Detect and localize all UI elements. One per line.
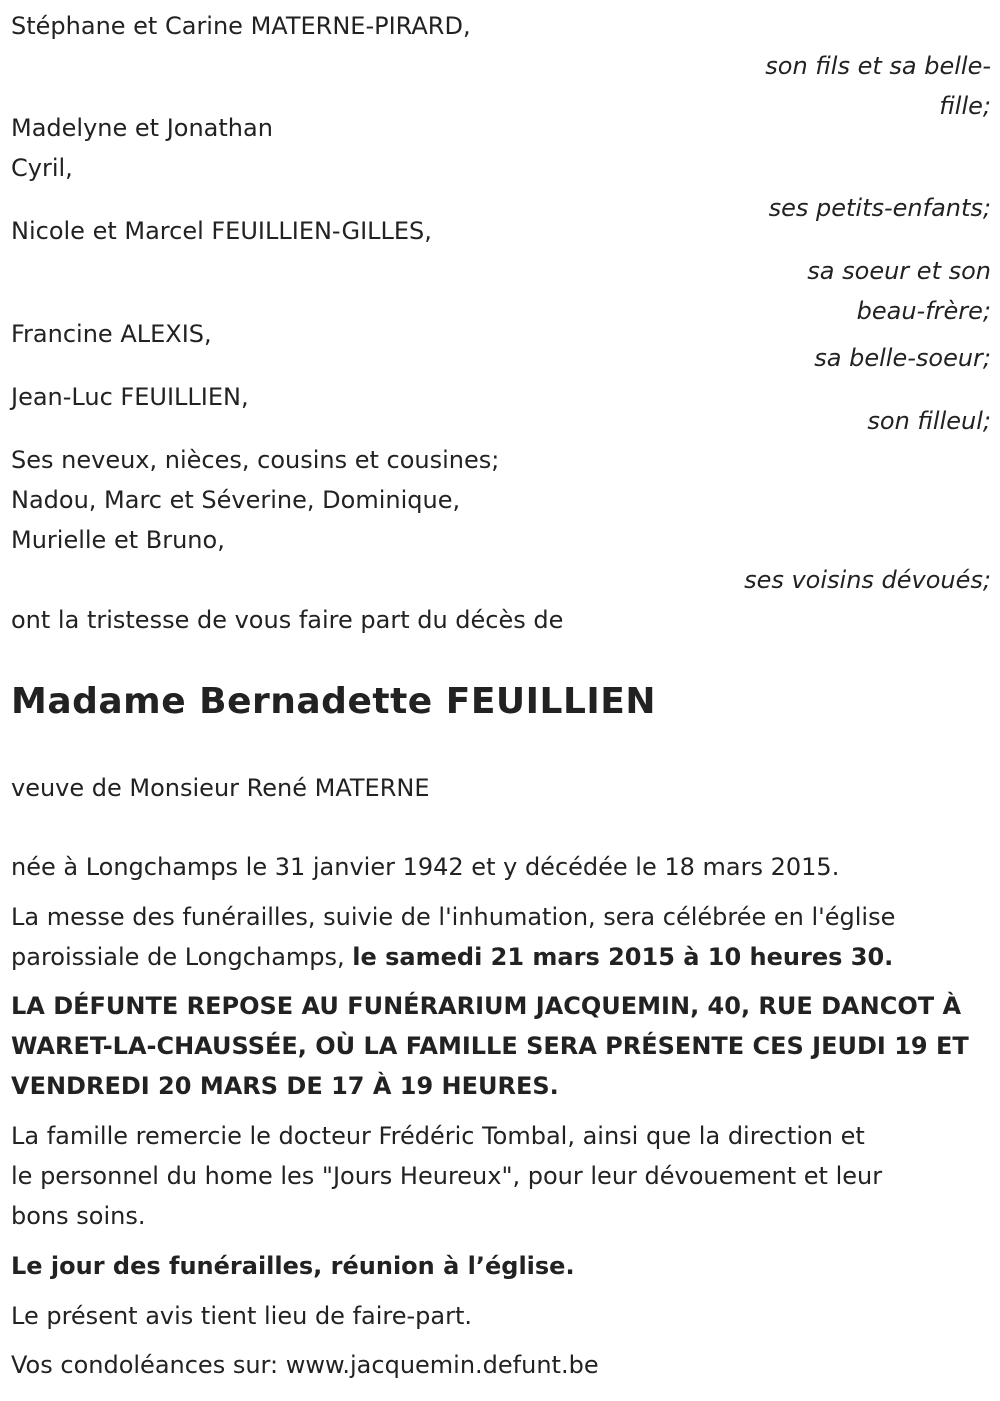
family-relation: sa belle-soeur; (814, 344, 991, 372)
condolences (11, 1345, 991, 1385)
widow-of (11, 768, 991, 808)
family-group-godson (11, 377, 991, 441)
family-relation: ses voisins dévoués; (744, 566, 991, 594)
faire-part-notice (11, 1296, 991, 1336)
family-names: Ses neveux, nièces, cousins et cousines; (11, 446, 500, 474)
mass-line: La messe des funérailles, suivie de l'inhumation, sera célébrée en l'église (11, 903, 896, 931)
family-relation: fille; (939, 92, 991, 120)
deceased-name: Madame Bernadette FEUILLIEN (11, 681, 657, 722)
repose-line: VENDREDI 20 MARS DE 17 À 19 HEURES. (11, 1072, 559, 1100)
family-relation: beau-frère; (856, 297, 991, 325)
birth-death-text: née à Longchamps le 31 janvier 1942 et y décédée le 18 mars 2015. (11, 853, 840, 881)
family-names: Nadou, Marc et Séverine, Dominique, (11, 486, 461, 514)
family-relation: son filleul; (867, 407, 991, 435)
family-relation: ses petits-enfants; (768, 194, 991, 222)
thanks (11, 1116, 991, 1236)
notice-text: Le présent avis tient lieu de faire-part. (11, 1302, 473, 1330)
funeral-mass (11, 897, 991, 977)
family-group-feuillien-gilles (11, 211, 991, 331)
family-names: Francine ALEXIS, (11, 320, 212, 348)
family-group-grandchildren (11, 108, 991, 228)
mass-line (11, 937, 991, 977)
repose-line: LA DÉFUNTE REPOSE AU FUNÉRARIUM JACQUEMIN, 40, RUE DANCOT À (11, 992, 962, 1020)
thanks-line: bons soins. (11, 1202, 146, 1230)
family-relation: sa soeur et son (807, 257, 991, 285)
thanks-line: le personnel du home les "Jours Heureux", pour leur dévouement et leur (11, 1162, 883, 1190)
meeting-notice (11, 1246, 991, 1286)
mass-date: le samedi 21 mars 2015 à 10 heures 30. (352, 943, 894, 971)
announcement-text: ont la tristesse de vous faire part du décès de (11, 606, 564, 634)
birth-death (11, 847, 991, 887)
thanks-line: La famille remercie le docteur Frédéric Tombal, ainsi que la direction et (11, 1122, 865, 1150)
family-relation: son fils et sa belle- (765, 52, 991, 80)
family-names: Murielle et Bruno, (11, 526, 225, 554)
repose-notice (11, 986, 991, 1106)
family-names: Jean-Luc FEUILLIEN, (11, 383, 249, 411)
mass-line-text: paroissiale de Longchamps, (11, 943, 353, 971)
family-names: Nicole et Marcel FEUILLIEN-GILLES, (11, 217, 432, 245)
repose-line: WARET-LA-CHAUSSÉE, OÙ LA FAMILLE SERA PRÉSENTE CES JEUDI 19 ET (11, 1032, 969, 1060)
widow-of-text: veuve de Monsieur René MATERNE (11, 774, 430, 802)
announcement (11, 600, 991, 640)
family-names: Madelyne et Jonathan (11, 114, 273, 142)
family-group-alexis (11, 314, 991, 378)
condolences-link[interactable]: Vos condoléances sur: www.jacquemin.defunt.be (11, 1351, 599, 1379)
family-group-relatives-neighbors (11, 440, 991, 600)
family-names: Stéphane et Carine MATERNE-PIRARD, (11, 12, 471, 40)
family-names: Cyril, (11, 154, 73, 182)
meeting-text: Le jour des funérailles, réunion à l’église. (11, 1252, 575, 1280)
